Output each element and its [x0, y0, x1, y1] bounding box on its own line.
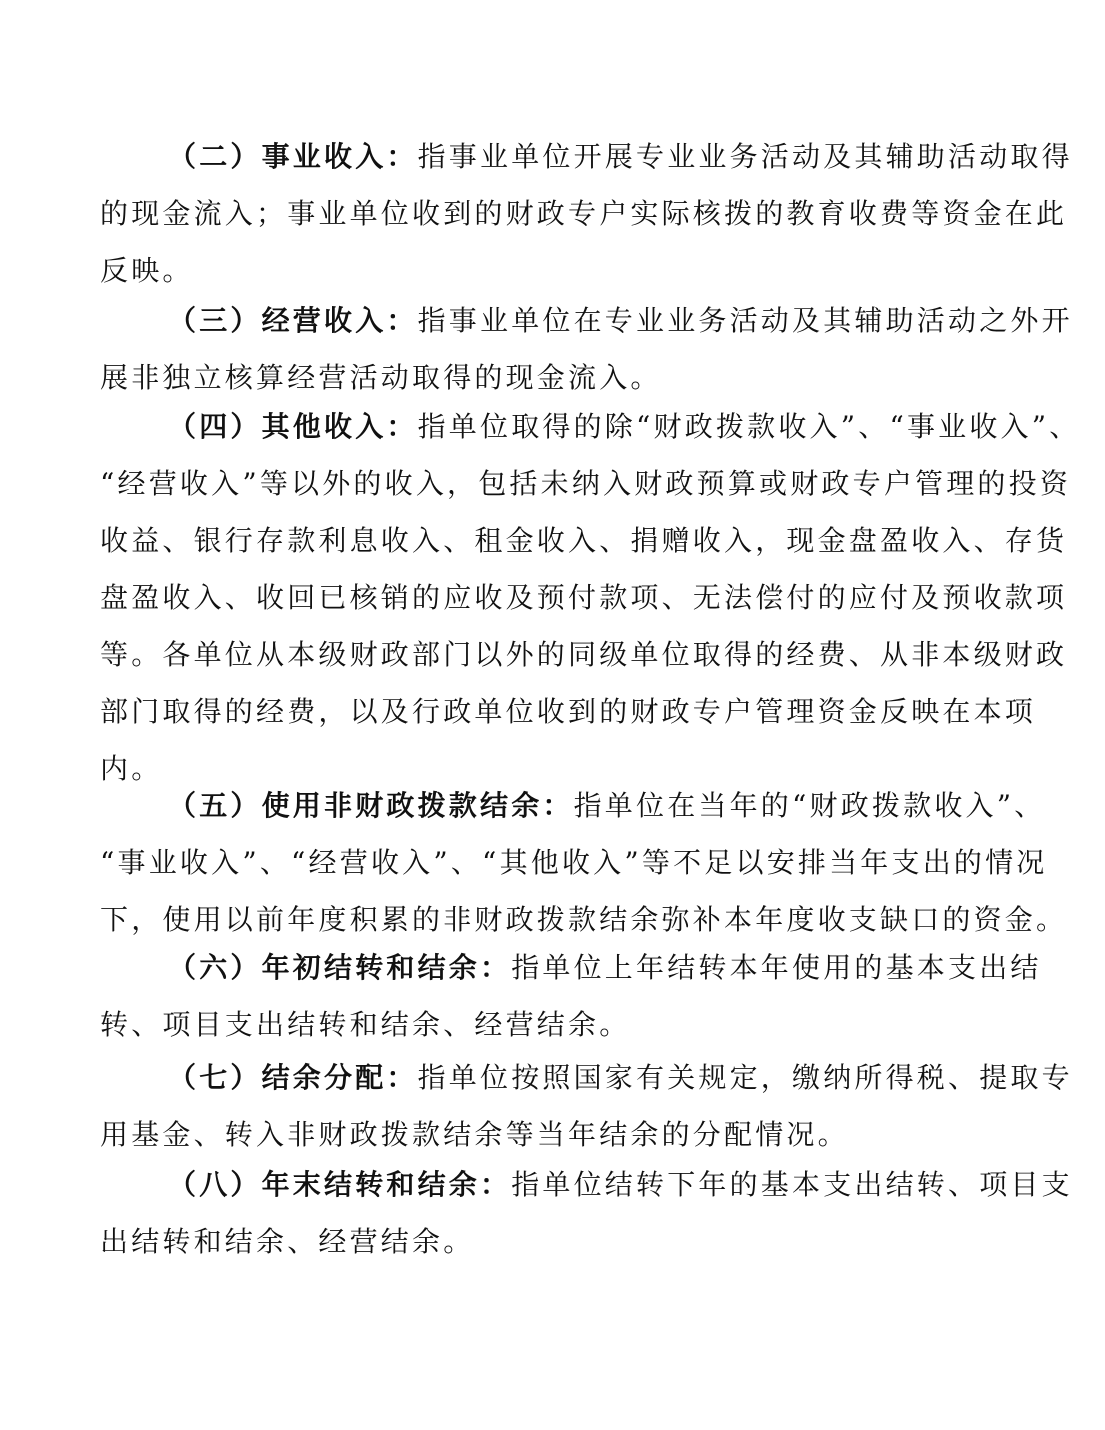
paragraph-line: [100, 1049, 1073, 1106]
line-text: 指事业单位在专业业务活动及其辅助活动之外开: [417, 304, 1073, 337]
line-text: 指单位结转下年的基本支出结转、项目支: [511, 1168, 1073, 1201]
paragraph-surplus-distribution: [100, 1049, 1073, 1163]
paragraph-line: 内。: [100, 752, 163, 785]
paragraph-line: 用基金、转入非财政拨款结余等当年结余的分配情况。: [100, 1118, 849, 1151]
paragraph-opening-balance: [100, 939, 1042, 1053]
paragraph-line: 展非独立核算经营活动取得的现金流入。: [100, 361, 662, 394]
term-heading: （二）事业收入：: [168, 140, 418, 173]
paragraph-line: 等。各单位从本级财政部门以外的同级单位取得的经费、从非本级财政: [100, 638, 1068, 671]
term-heading: （八）年末结转和结余：: [168, 1168, 512, 1201]
paragraph-line: 出结转和结余、经营结余。: [100, 1225, 475, 1258]
paragraph-line: [100, 398, 1081, 455]
paragraph-non-fiscal-surplus: [100, 777, 1068, 948]
paragraph-line: 反映。: [100, 254, 194, 287]
line-text: 指单位取得的除“财政拨款收入”、“事业收入”、: [417, 410, 1081, 443]
line-text: 指事业单位开展专业业务活动及其辅助活动取得: [417, 140, 1073, 173]
paragraph-line: [100, 128, 1073, 185]
term-heading: （五）使用非财政拨款结余：: [168, 789, 574, 822]
paragraph-other-income: [100, 398, 1081, 797]
paragraph-line: [100, 1156, 1073, 1213]
term-heading: （三）经营收入：: [168, 304, 418, 337]
paragraph-line: [100, 777, 1046, 834]
term-heading: （七）结余分配：: [168, 1061, 418, 1094]
line-text: 指单位在当年的“财政拨款收入”、: [573, 789, 1046, 822]
paragraph-line: “事业收入”、“经营收入”、“其他收入”等不足以安排当年支出的情况: [100, 846, 1048, 879]
paragraph-line: “经营收入”等以外的收入，包括未纳入财政预算或财政专户管理的投资: [100, 467, 1072, 500]
paragraph-line: 盘盈收入、收回已核销的应收及预付款项、无法偿付的应付及预收款项: [100, 581, 1068, 614]
line-text: 指单位按照国家有关规定，缴纳所得税、提取专: [417, 1061, 1073, 1094]
line-text: 指单位上年结转本年使用的基本支出结: [511, 951, 1042, 984]
term-heading: （六）年初结转和结余：: [168, 951, 512, 984]
paragraph-line: 收益、银行存款利息收入、租金收入、捐赠收入，现金盘盈收入、存货: [100, 524, 1068, 557]
paragraph-operating-income: [100, 292, 1073, 406]
paragraph-line: 下，使用以前年度积累的非财政拨款结余弥补本年度收支缺口的资金。: [100, 903, 1068, 936]
paragraph-line: 的现金流入；事业单位收到的财政专户实际核拨的教育收费等资金在此: [100, 197, 1068, 230]
paragraph-line: [100, 292, 1073, 349]
term-heading: （四）其他收入：: [168, 410, 418, 443]
paragraph-line: 转、项目支出结转和结余、经营结余。: [100, 1008, 631, 1041]
paragraph-closing-balance: [100, 1156, 1073, 1270]
paragraph-business-income: [100, 128, 1073, 299]
paragraph-line: [100, 939, 1042, 996]
paragraph-line: 部门取得的经费，以及行政单位收到的财政专户管理资金反映在本项: [100, 695, 1037, 728]
